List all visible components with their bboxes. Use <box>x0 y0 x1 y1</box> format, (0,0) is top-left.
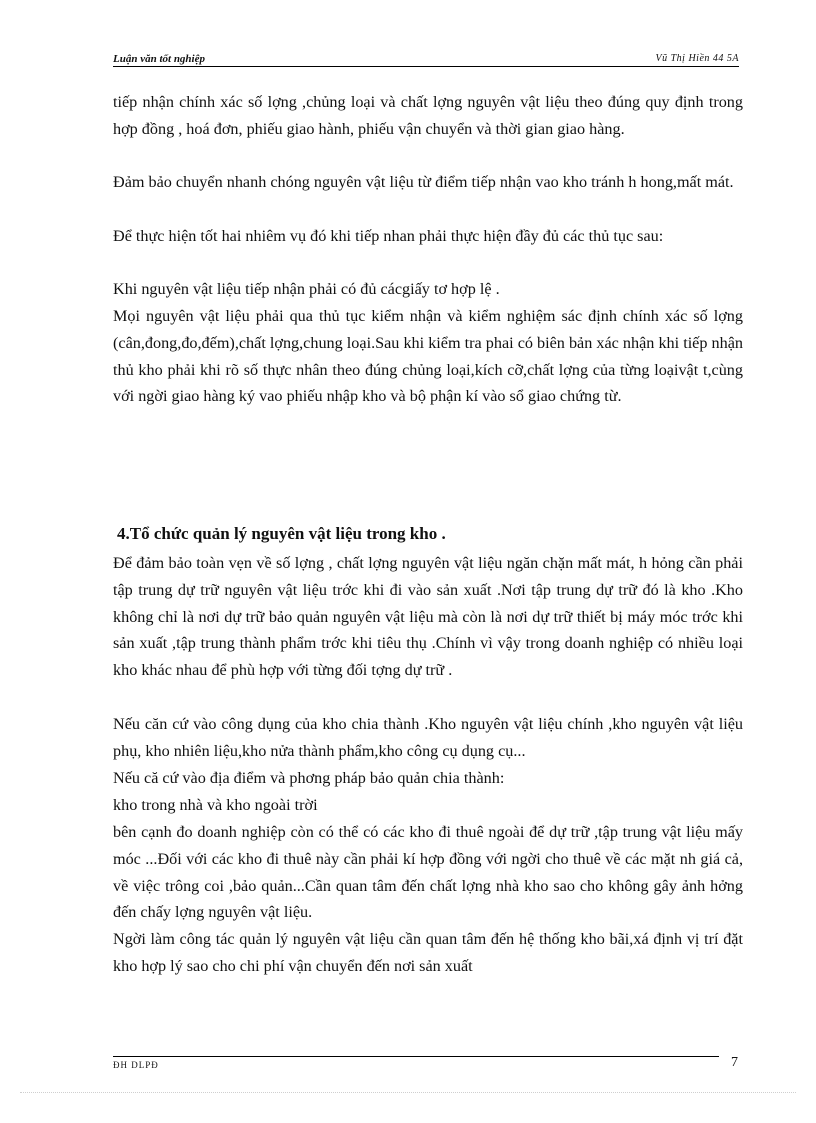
header-title: Luận văn tốt nghiệp <box>113 53 205 65</box>
paragraph: Nếu căn cứ vào công dụng của kho chia thành .Kho nguyên vật liệu chính ,kho nguyên vật liệu phụ, kho nhiên liệu,kho nửa thành phẩm,kho công cụ dụng cụ... <box>113 715 743 760</box>
paragraph: Đảm bảo chuyển nhanh chóng nguyên vật liệu từ điểm tiếp nhận vao kho tránh h hong,mất mát. <box>113 173 734 191</box>
paragraph: Mọi nguyên vật liệu phải qua thủ tục kiểm nhận và kiểm nghiệm sác định chính xác số lợng (cân,đong,đo,đếm),chất lợng,chung loại.Sau khi kiểm tra phai có biên bản xác nhận khi tiếp nhận thủ kho phải khi rõ số thực nhân theo đúng chủng loại,kích cỡ,chất lợng của từng loạivật t,cùng với ngời giao hàng ký vao phiếu nhập kho và bộ phận kí vào sổ giao chứng từ. <box>113 307 743 406</box>
paragraph: Ngời làm công tác quản lý nguyên vật liệu cần quan tâm đến hệ thống kho bãi,xá định vị trí đặt kho hợp lý sao cho chi phí vận chuyển đến nơi sản xuất <box>113 930 743 975</box>
page-number: 7 <box>731 1055 738 1070</box>
paragraph: Khi nguyên vật liệu tiếp nhận phải có đủ cácgiấy tơ hợp lệ . <box>113 280 500 298</box>
header-author: Vũ Thị Hiền 44 5A <box>655 53 739 64</box>
section-heading: 4.Tổ chức quản lý nguyên vật liệu trong kho . <box>117 524 446 543</box>
footer-rule <box>113 1056 719 1057</box>
paragraph: bên cạnh đo doanh nghiệp còn có thể có các kho đi thuê ngoài để dự trữ ,tập trung vật liệu mấy móc ...Đối với các kho đi thuê này cần phải kí hợp đồng với ngời cho thuê về các mặt nh giá cả, về việc trông coi ,bảo quản...Cần quan tâm đến chất lợng nhà kho sao cho không gây ảnh hởng đến chấy lợng nguyên vật liệu. <box>113 823 743 922</box>
footer-institution: ĐH DLPĐ <box>113 1060 159 1070</box>
header-rule <box>113 66 739 67</box>
paragraph: Để đảm bảo toàn vẹn về số lợng , chất lợng nguyên vật liệu ngăn chặn mất mát, h hỏng cần phải tập trung dự trữ nguyên vật liệu trớc khi đi vào sản xuất .Nơi tập trung dự trữ đó là kho .Kho không chỉ là nơi dự trữ bảo quản nguyên vật liệu mà còn là nơi dự trữ thiết bị máy móc trớc khi sản xuất ,tập trung thành phẩm trớc khi tiêu thụ .Chính vì vậy trong doanh nghiệp có nhiều loại kho khác nhau để phù hợp với từng đối tợng dự trữ . <box>113 554 743 680</box>
paragraph: Nếu că cứ vào địa điểm và phơng pháp bảo quản chia thành: <box>113 769 505 787</box>
paragraph: tiếp nhận chính xác số lợng ,chủng loại và chất lợng nguyên vật liệu theo đúng quy định trong hợp đồng , hoá đơn, phiếu giao hành, phiếu vận chuyển và thời gian giao hàng. <box>113 93 743 138</box>
paragraph: kho trong nhà và kho ngoài trời <box>113 796 318 814</box>
paragraph: Để thực hiện tốt hai nhiêm vụ đó khi tiếp nhan phải thực hiện đầy đủ các thủ tục sau: <box>113 227 664 245</box>
page-bottom-border <box>20 1092 796 1093</box>
